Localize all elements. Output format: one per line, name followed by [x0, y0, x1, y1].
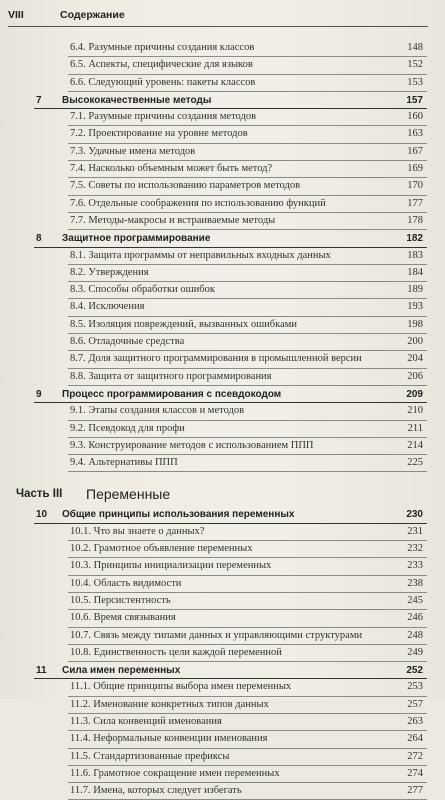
toc-page-number: 189 — [407, 284, 423, 296]
toc-section-label: 10.4. Область видимости — [70, 577, 182, 589]
toc-page-number: 225 — [407, 457, 423, 469]
toc-section — [0, 248, 445, 265]
part-label: Часть III — [16, 488, 63, 501]
chapter-title: Процесс программирования с псевдокодом — [62, 388, 282, 400]
toc-section-label: 11.5. Стандартизованные префиксы — [70, 750, 230, 762]
toc-page-number: 200 — [407, 336, 423, 348]
toc-page-number: 169 — [407, 163, 423, 175]
toc-page-number: 177 — [407, 197, 423, 209]
toc-section — [0, 645, 445, 662]
toc-section — [0, 265, 445, 282]
toc-section-label: 11.6. Грамотное сокращение имен переменных — [70, 767, 280, 779]
toc-page-number: 246 — [407, 612, 423, 624]
toc-section-label: 8.1. Защита программы от неправильных входных данных — [70, 249, 331, 261]
chapter-number: 10 — [36, 509, 48, 521]
toc-section-label: 11.3. Сила конвенций именования — [70, 715, 222, 727]
toc-part — [0, 482, 445, 506]
toc-section-label: 6.6. Следующий уровень: пакеты классов — [70, 76, 256, 88]
toc-page-number: 204 — [407, 353, 423, 365]
chapter-number: 11 — [36, 665, 47, 677]
toc-section-label: 9.3. Конструирование методов с использованием ППП — [70, 439, 314, 451]
toc-page-number: 248 — [407, 629, 423, 641]
toc-section-label: 8.5. Изоляция повреждений, вызванных ошибками — [70, 318, 297, 330]
chapter-number: 8 — [36, 233, 42, 245]
toc-section — [0, 455, 445, 472]
page-title: Содержание — [60, 9, 125, 21]
toc-section-label: 11.4. Неформальные конвенции именования — [70, 733, 268, 745]
toc-section-label: 8.7. Доля защитного программирования в промышленной версии — [70, 353, 362, 365]
toc-chapter — [0, 506, 445, 523]
toc-section-label: 10.2. Грамотное объявление переменных — [70, 543, 253, 555]
toc-page-number: 206 — [407, 370, 423, 382]
toc-page-number: 214 — [407, 439, 423, 451]
toc-section-label: 7.3. Удачные имена методов — [70, 145, 196, 157]
toc-page-number: 272 — [407, 750, 423, 762]
toc-section — [0, 334, 445, 351]
toc-page-number: 233 — [407, 560, 423, 572]
chapter-number: 9 — [36, 388, 42, 400]
toc-section-label: 7.5. Советы по использованию параметров методов — [70, 180, 301, 192]
toc-section-label: 7.2. Проектирование на уровне методов — [70, 128, 248, 140]
toc-page-number: 211 — [407, 422, 423, 434]
toc-page-number: 252 — [406, 665, 423, 677]
toc-page-number: 209 — [406, 388, 423, 400]
toc-page-number: 238 — [407, 577, 423, 589]
toc-section — [0, 213, 445, 230]
toc-chapter — [0, 386, 445, 403]
toc-section — [0, 628, 445, 645]
toc-section-label: 7.7. Методы-макросы и встраиваемые методы — [70, 214, 276, 226]
toc-page-number: 277 — [407, 785, 423, 797]
chapter-title: Сила имен переменных — [62, 665, 181, 677]
toc-page-number: 167 — [407, 145, 423, 157]
toc-section — [0, 749, 445, 766]
toc-section-label: 8.4. Исключения — [70, 301, 145, 313]
toc-page-number: 253 — [407, 681, 423, 693]
page-number: VIII — [8, 9, 24, 21]
toc-section-label: 8.6. Отладочные средства — [70, 336, 185, 348]
chapter-title: Высококачественные методы — [62, 94, 212, 106]
toc-section — [0, 421, 445, 438]
spacer — [0, 472, 445, 482]
toc-section-label: 6.5. Аспекты, специфические для языков — [70, 59, 253, 71]
toc-section-label: 9.1. Этапы создания классов и методов — [70, 405, 245, 417]
toc-chapter — [0, 230, 445, 247]
toc-section-label: 8.3. Способы обработки ошибок — [70, 284, 215, 296]
part-title: Переменные — [86, 486, 171, 503]
toc-section-label: 10.1. Что вы знаете о данных? — [70, 525, 205, 537]
toc-section — [0, 282, 445, 299]
toc-page-number: 274 — [407, 767, 423, 779]
toc-page-number: 198 — [407, 318, 423, 330]
toc-page-number: 153 — [407, 76, 423, 88]
toc-page-number: 245 — [407, 594, 423, 606]
toc-section-label: 11.2. Именование конкретных типов данных — [70, 698, 269, 710]
toc-page-number: 160 — [407, 111, 423, 123]
chapter-number: 7 — [36, 94, 42, 106]
toc-section — [0, 610, 445, 627]
toc-section-label: 11.7. Имена, которых следует избегать — [70, 785, 242, 797]
toc-section — [0, 57, 445, 74]
toc-section — [0, 783, 445, 800]
toc-section — [0, 576, 445, 593]
chapter-title: Защитное программирование — [62, 233, 211, 245]
toc-section-label: 11.1. Общие принципы выбора имен переменных — [70, 681, 292, 693]
toc-section — [0, 697, 445, 714]
toc-section-label: 9.2. Псевдокод для профи — [70, 422, 185, 434]
toc-section — [0, 40, 445, 57]
toc-section — [0, 317, 445, 334]
toc-section — [0, 109, 445, 126]
chapter-title: Общие принципы использования переменных — [62, 509, 295, 521]
toc-page-number: 178 — [407, 214, 423, 226]
toc-page-number: 163 — [407, 128, 423, 140]
toc-section-label: 6.4. Разумные причины создания классов — [70, 42, 255, 53]
toc-section — [0, 558, 445, 575]
toc-chapter — [0, 662, 445, 679]
toc-section-label: 10.6. Время связывания — [70, 612, 176, 624]
toc-section — [0, 75, 445, 92]
toc-section — [0, 679, 445, 696]
toc-page-number: 193 — [407, 301, 423, 313]
toc-page-number: 230 — [406, 509, 423, 521]
toc-page-number: 210 — [407, 405, 423, 417]
toc-section-label: 7.6. Отдельные соображения по использованию функций — [70, 197, 326, 209]
toc-section — [0, 299, 445, 316]
toc-section — [0, 541, 445, 558]
toc-page-number: 249 — [407, 646, 423, 658]
toc-page-number: 157 — [406, 94, 423, 106]
toc-section — [0, 593, 445, 610]
toc-page-number: 183 — [407, 249, 423, 261]
toc-page-number: 264 — [407, 733, 423, 745]
toc-page-number: 232 — [407, 543, 423, 555]
toc-section-label: 8.2. Утверждения — [70, 266, 149, 278]
toc-page-number: 152 — [407, 59, 423, 71]
toc-section-label: 7.1. Разумные причины создания методов — [70, 111, 257, 123]
toc-page-number: 263 — [407, 715, 423, 727]
toc-section — [0, 403, 445, 420]
toc-page-number: 231 — [407, 525, 423, 537]
toc-section — [0, 161, 445, 178]
toc-chapter — [0, 92, 445, 109]
toc-section — [0, 144, 445, 161]
toc-section-label: 10.7. Связь между типами данных и управляющими структурами — [70, 629, 363, 641]
toc-section-label: 10.3. Принципы инициализации переменных — [70, 560, 272, 572]
toc-section — [0, 196, 445, 213]
toc-section — [0, 731, 445, 748]
toc-section — [0, 524, 445, 541]
toc-section-label: 10.5. Персистентность — [70, 594, 171, 606]
toc-section — [0, 178, 445, 195]
page-header — [8, 4, 428, 27]
toc-section — [0, 438, 445, 455]
toc-section-label: 10.8. Единственность цели каждой переменной — [70, 646, 282, 658]
toc-section — [0, 766, 445, 783]
table-of-contents — [0, 40, 445, 800]
toc-section-label: 7.4. Насколько объемным может быть метод? — [70, 163, 273, 175]
toc-section-label: 8.8. Защита от защитного программирования — [70, 370, 272, 382]
toc-section — [0, 126, 445, 143]
toc-page-number: 184 — [407, 266, 423, 278]
toc-page-number: 170 — [407, 180, 423, 192]
toc-page-number: 148 — [407, 42, 423, 53]
toc-page-number: 257 — [407, 698, 423, 710]
toc-section — [0, 369, 445, 386]
toc-section-label: 9.4. Альтернативы ППП — [70, 457, 178, 469]
toc-section — [0, 714, 445, 731]
toc-page-number: 182 — [406, 233, 423, 245]
toc-section — [0, 351, 445, 368]
